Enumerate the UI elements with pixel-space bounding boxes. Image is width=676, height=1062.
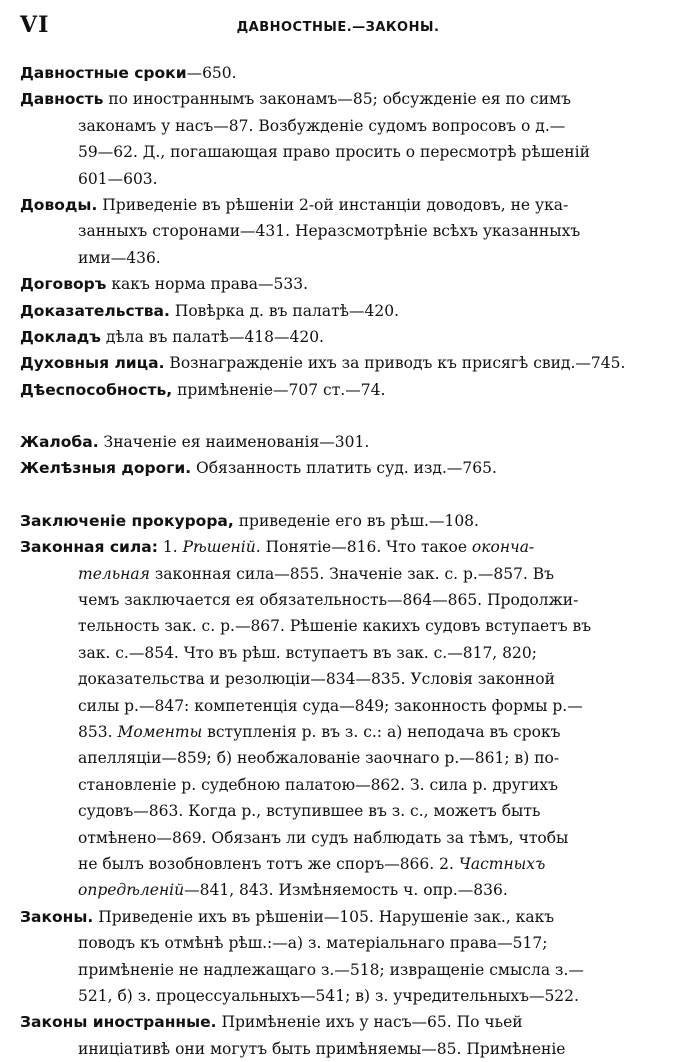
italic-text: оконча- [471, 538, 535, 557]
index-entry [20, 350, 656, 376]
entry-head: Доводы. [20, 195, 98, 214]
entry-line: 1. Рѣшеній. Понятіе—816. Что такое оконча- [157, 538, 535, 557]
entry-line: 59—62. Д., погашающая право просить о пересмотрѣ рѣшеній [78, 143, 590, 162]
entry-head: Жалоба. [20, 433, 99, 452]
entry-line: Вознагражденіе ихъ за приводъ къ присягѣ свид.—745. [164, 354, 626, 373]
entry-line: доказательства и резолюціи—834—835. Условія законной [78, 670, 555, 689]
index-entry [20, 534, 656, 903]
entry-line: иниціативѣ они могутъ быть примѣняемы—85. Примѣненіе [78, 1039, 566, 1058]
entry-line: Повѣрка д. въ палатѣ—420. [169, 301, 400, 320]
entry-head: Законная сила: [20, 538, 158, 557]
entry-line: чемъ заключается ея обязательность—864—865. Продолжи- [78, 591, 579, 610]
entry-line: дѣла въ палатѣ—418—420. [100, 327, 324, 346]
running-title: ДАВНОСТНЫЕ.—ЗАКОНЫ. [236, 20, 440, 35]
entry-head: Давность [20, 90, 104, 109]
entry-line: примѣненіе—707 ст.—74. [172, 380, 386, 399]
index-entry [20, 508, 656, 534]
entry-line: Обязанность платить суд. изд.—765. [191, 459, 497, 478]
entry-line: тельная законная сила—855. Значеніе зак. с. р.—857. Въ [78, 564, 555, 583]
entry-line: Примѣненіе ихъ у насъ—65. По чьей [216, 1013, 523, 1032]
entry-line: Приведеніе въ рѣшеніи 2-ой инстанціи доводовъ, не ука- [97, 195, 569, 214]
page-number: VI [20, 12, 50, 38]
entry-line: по иностраннымъ законамъ—85; обсужденіе ея по симъ [103, 90, 571, 109]
entry-line: судовъ—863. Когда р., вступившее въ з. с., можетъ быть [78, 802, 541, 821]
entry-head: Доказательства. [20, 301, 170, 320]
entry-line: опредѣленій—841, 843. Измѣняемость ч. опр.—836. [78, 881, 508, 900]
entry-line: Значеніе ея наименованія—301. [98, 433, 370, 452]
italic-text: Рѣшеній. [182, 538, 261, 557]
entry-line: поводъ къ отмѣнѣ рѣш.:—а) з. матеріальнаго права—517; [78, 934, 548, 953]
index-entry [20, 271, 656, 297]
entry-line: апелляціи—859; б) необжалованіе заочнаго р.—861; в) по- [78, 749, 560, 768]
index-entry [20, 60, 656, 86]
entry-line: силы р.—847: компетенція суда—849; законность формы р.— [78, 696, 583, 715]
index-entry [20, 324, 656, 350]
index-entry [20, 1009, 656, 1062]
italic-text: тельная [78, 564, 150, 583]
entry-head: Заключеніе прокурора, [20, 511, 234, 530]
italic-text: Моменты [117, 722, 203, 741]
entry-line: примѣненіе не надлежащаго з.—518; извращеніе смысла з.— [78, 960, 584, 979]
index-entry [20, 192, 656, 271]
entry-head: Духовныя лица. [20, 354, 165, 373]
entry-head: Законы. [20, 907, 94, 926]
index-entry [20, 377, 656, 403]
entry-line: становленіе р. судебною палатою—862. З. сила р. другихъ [78, 775, 558, 794]
entry-line: какъ норма права—533. [106, 275, 309, 294]
section-gap [0, 482, 676, 508]
entry-line: —650. [186, 64, 237, 82]
entry-line: тельность зак. с. р.—867. Рѣшеніе какихъ судовъ вступаетъ въ [78, 617, 592, 636]
italic-text: опредѣленій [78, 881, 185, 900]
page-header [0, 12, 676, 42]
entry-line: 601—603. [78, 169, 158, 188]
entry-head: Желѣзныя дороги. [20, 459, 192, 478]
entry-line: 521, б) з. процессуальныхъ—541; в) з. учредительныхъ—522. [78, 986, 579, 1005]
entry-line: 853. Моменты вступленія р. въ з. с.: а) неподача въ срокъ [78, 722, 561, 741]
entry-head: Докладъ [20, 327, 101, 346]
entry-line: законамъ у насъ—87. Возбужденіе судомъ вопросовъ о д.— [78, 116, 566, 135]
index-entry [20, 429, 656, 455]
entry-line: отмѣнено—869. Обязанъ ли судъ наблюдать за тѣмъ, чтобы [78, 828, 569, 847]
italic-text: Частныхъ [458, 854, 546, 873]
entry-head: Давностные сроки [20, 64, 187, 82]
entry-line: Приведеніе ихъ въ рѣшеніи—105. Нарушеніе зак., какъ [93, 907, 555, 926]
index-entry [20, 298, 656, 324]
entry-line: не былъ возобновленъ тотъ же споръ—866. 2. Частныхъ [78, 854, 546, 873]
index-entry [20, 455, 656, 481]
entry-line: ими—436. [78, 248, 161, 267]
section-gap [0, 403, 676, 429]
entry-head: Законы иностранные. [20, 1013, 217, 1032]
entry-line: занныхъ сторонами—431. Неразсмотрѣніе всѣхъ указанныхъ [78, 222, 581, 241]
index-entry [20, 904, 656, 1010]
entry-head: Договоръ [20, 275, 107, 294]
entry-line: зак. с.—854. Что въ рѣш. вступаетъ въ зак. с.—817, 820; [78, 643, 537, 662]
index-entry [20, 86, 656, 192]
index-content [0, 60, 676, 1062]
entry-line: приведеніе его въ рѣш.—108. [233, 511, 479, 530]
entry-head: Дѣеспособность, [20, 380, 173, 399]
